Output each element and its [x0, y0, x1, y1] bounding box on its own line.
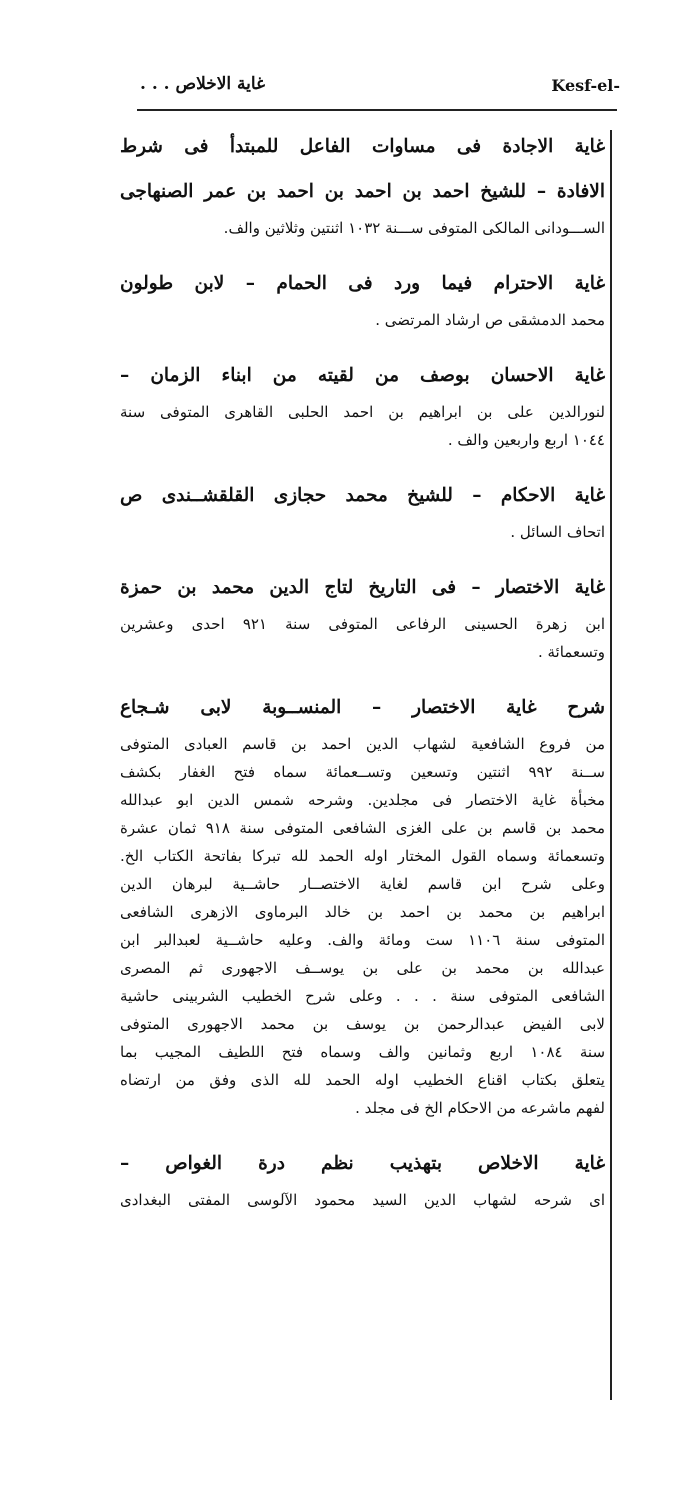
bibliography-entry — [120, 1141, 605, 1214]
entries-column — [120, 124, 605, 1233]
entry-text-line: اتحاف السائل . — [510, 523, 605, 541]
entry-text-line: محمد الدمشقى ص ارشاد المرتضى . — [375, 311, 605, 329]
column-rule — [610, 130, 612, 1400]
entry-title-line: الافادة – للشيخ احمد بن احمد بن احمد بن عمر الصنهاجى — [120, 181, 605, 202]
entry-text-line: ١٠٤٤ اربع واربعين والف . — [447, 431, 605, 449]
entry-title-line: شرح غاية الاختصار – المنســوبة لابى شـجاع — [120, 697, 605, 718]
entry-title-line: غاية الاحترام فيما ورد فى الحمام – لابن طولون — [120, 273, 605, 294]
entry-text-line: اى شرحه لشهاب الدين السيد محمود الآلوسى المفتى البغدادى — [120, 1191, 605, 1209]
entry-text-line: عبدالله بن محمد بن على بن يوســف الاجهورى ثم المصرى — [120, 959, 605, 977]
entry-text-line: وعلى شرح ابن قاسم لغاية الاختصــار حاشــية لبرهان الدين — [120, 875, 605, 893]
bibliography-entry — [120, 261, 605, 334]
bibliography-entry — [120, 473, 605, 546]
entry-title-line: غاية الاحكام – للشيخ محمد حجازى القلقشــندى ص — [120, 485, 605, 506]
entry-text-line: ابراهيم بن محمد بن احمد بن خالد البرماوى الازهرى الشافعى — [120, 903, 605, 921]
entry-text-line: مخبأة غاية الاختصار فى مجلدين. وشرحه شمس الدين ابو عبدالله — [120, 791, 605, 809]
entry-text-line: المتوفى سنة ١١٠٦ ست ومائة والف. وعليه حاشــية لعبدالبر ابن — [120, 931, 605, 949]
entry-title-line: غاية الاختصار – فى التاريخ لتاج الدين محمد بن حمزة — [120, 577, 605, 598]
entry-title-line: غاية الاجادة فى مساوات الفاعل للمبتدأ فى شرط — [120, 136, 605, 157]
bibliography-entry — [120, 353, 605, 454]
entry-text-line: الشافعى المتوفى سنة . . . وعلى شرح الخطيب الشربينى حاشية — [120, 987, 605, 1005]
bibliography-entry — [120, 685, 605, 1122]
entry-text-line: سنة ١٠٨٤ اربع وثمانين والف وسماه فتح اللطيف المجيب بما — [120, 1043, 605, 1061]
entry-text-line: محمد بن قاسم بن على الغزى الشافعى المتوفى سنة ٩١٨ ثمان عشرة — [120, 819, 605, 837]
page-label: Kesf-el- — [551, 76, 620, 95]
bibliography-entry — [120, 124, 605, 242]
entry-text-line: وتسعمائة وسماه القول المختار اوله الحمد لله تبركا بفاتحة الكتاب الخ. — [120, 847, 605, 865]
entry-text-line: ســنة ٩٩٢ اثنتين وتسعين وتســعمائة سماه فتح الغفار بكشف — [120, 763, 605, 781]
entry-text-line: لابى الفيض عبدالرحمن بن يوسف بن محمد الاجهورى المتوفى — [120, 1015, 605, 1033]
entry-text-line: ابن زهرة الحسينى الرفاعى المتوفى سنة ٩٢١ احدى وعشرين — [120, 615, 605, 633]
running-header — [140, 74, 620, 104]
entry-text-line: الســـودانى المالكى المتوفى ســـنة ١٠٣٢ اثنتين وثلاثين والف. — [223, 219, 605, 237]
entry-text-line: لنورالدين على بن ابراهيم بن احمد الحلبى القاهرى المتوفى سنة — [120, 403, 605, 421]
entry-text-line: لفهم ماشرعه من الاحكام الخ فى مجلد . — [355, 1099, 605, 1117]
entry-text-line: يتعلق بكتاب اقناع الخطيب اوله الحمد لله الذى وفق من ارتضاه — [120, 1071, 605, 1089]
entry-text-line: من فروع الشافعية لشهاب الدين احمد بن قاسم العبادى المتوفى — [120, 735, 605, 753]
entry-title-line: غاية الاحسان بوصف من لقيته من ابناء الزمان – — [120, 365, 605, 386]
header-rule — [137, 109, 617, 111]
entry-text-line: وتسعمائة . — [537, 643, 605, 661]
bibliography-entry — [120, 565, 605, 666]
running-title: غاية الاخلاص . . . — [140, 74, 265, 94]
entry-title-line: غاية الاخلاص بتهذيب نظم درة الغواص – — [120, 1153, 605, 1174]
